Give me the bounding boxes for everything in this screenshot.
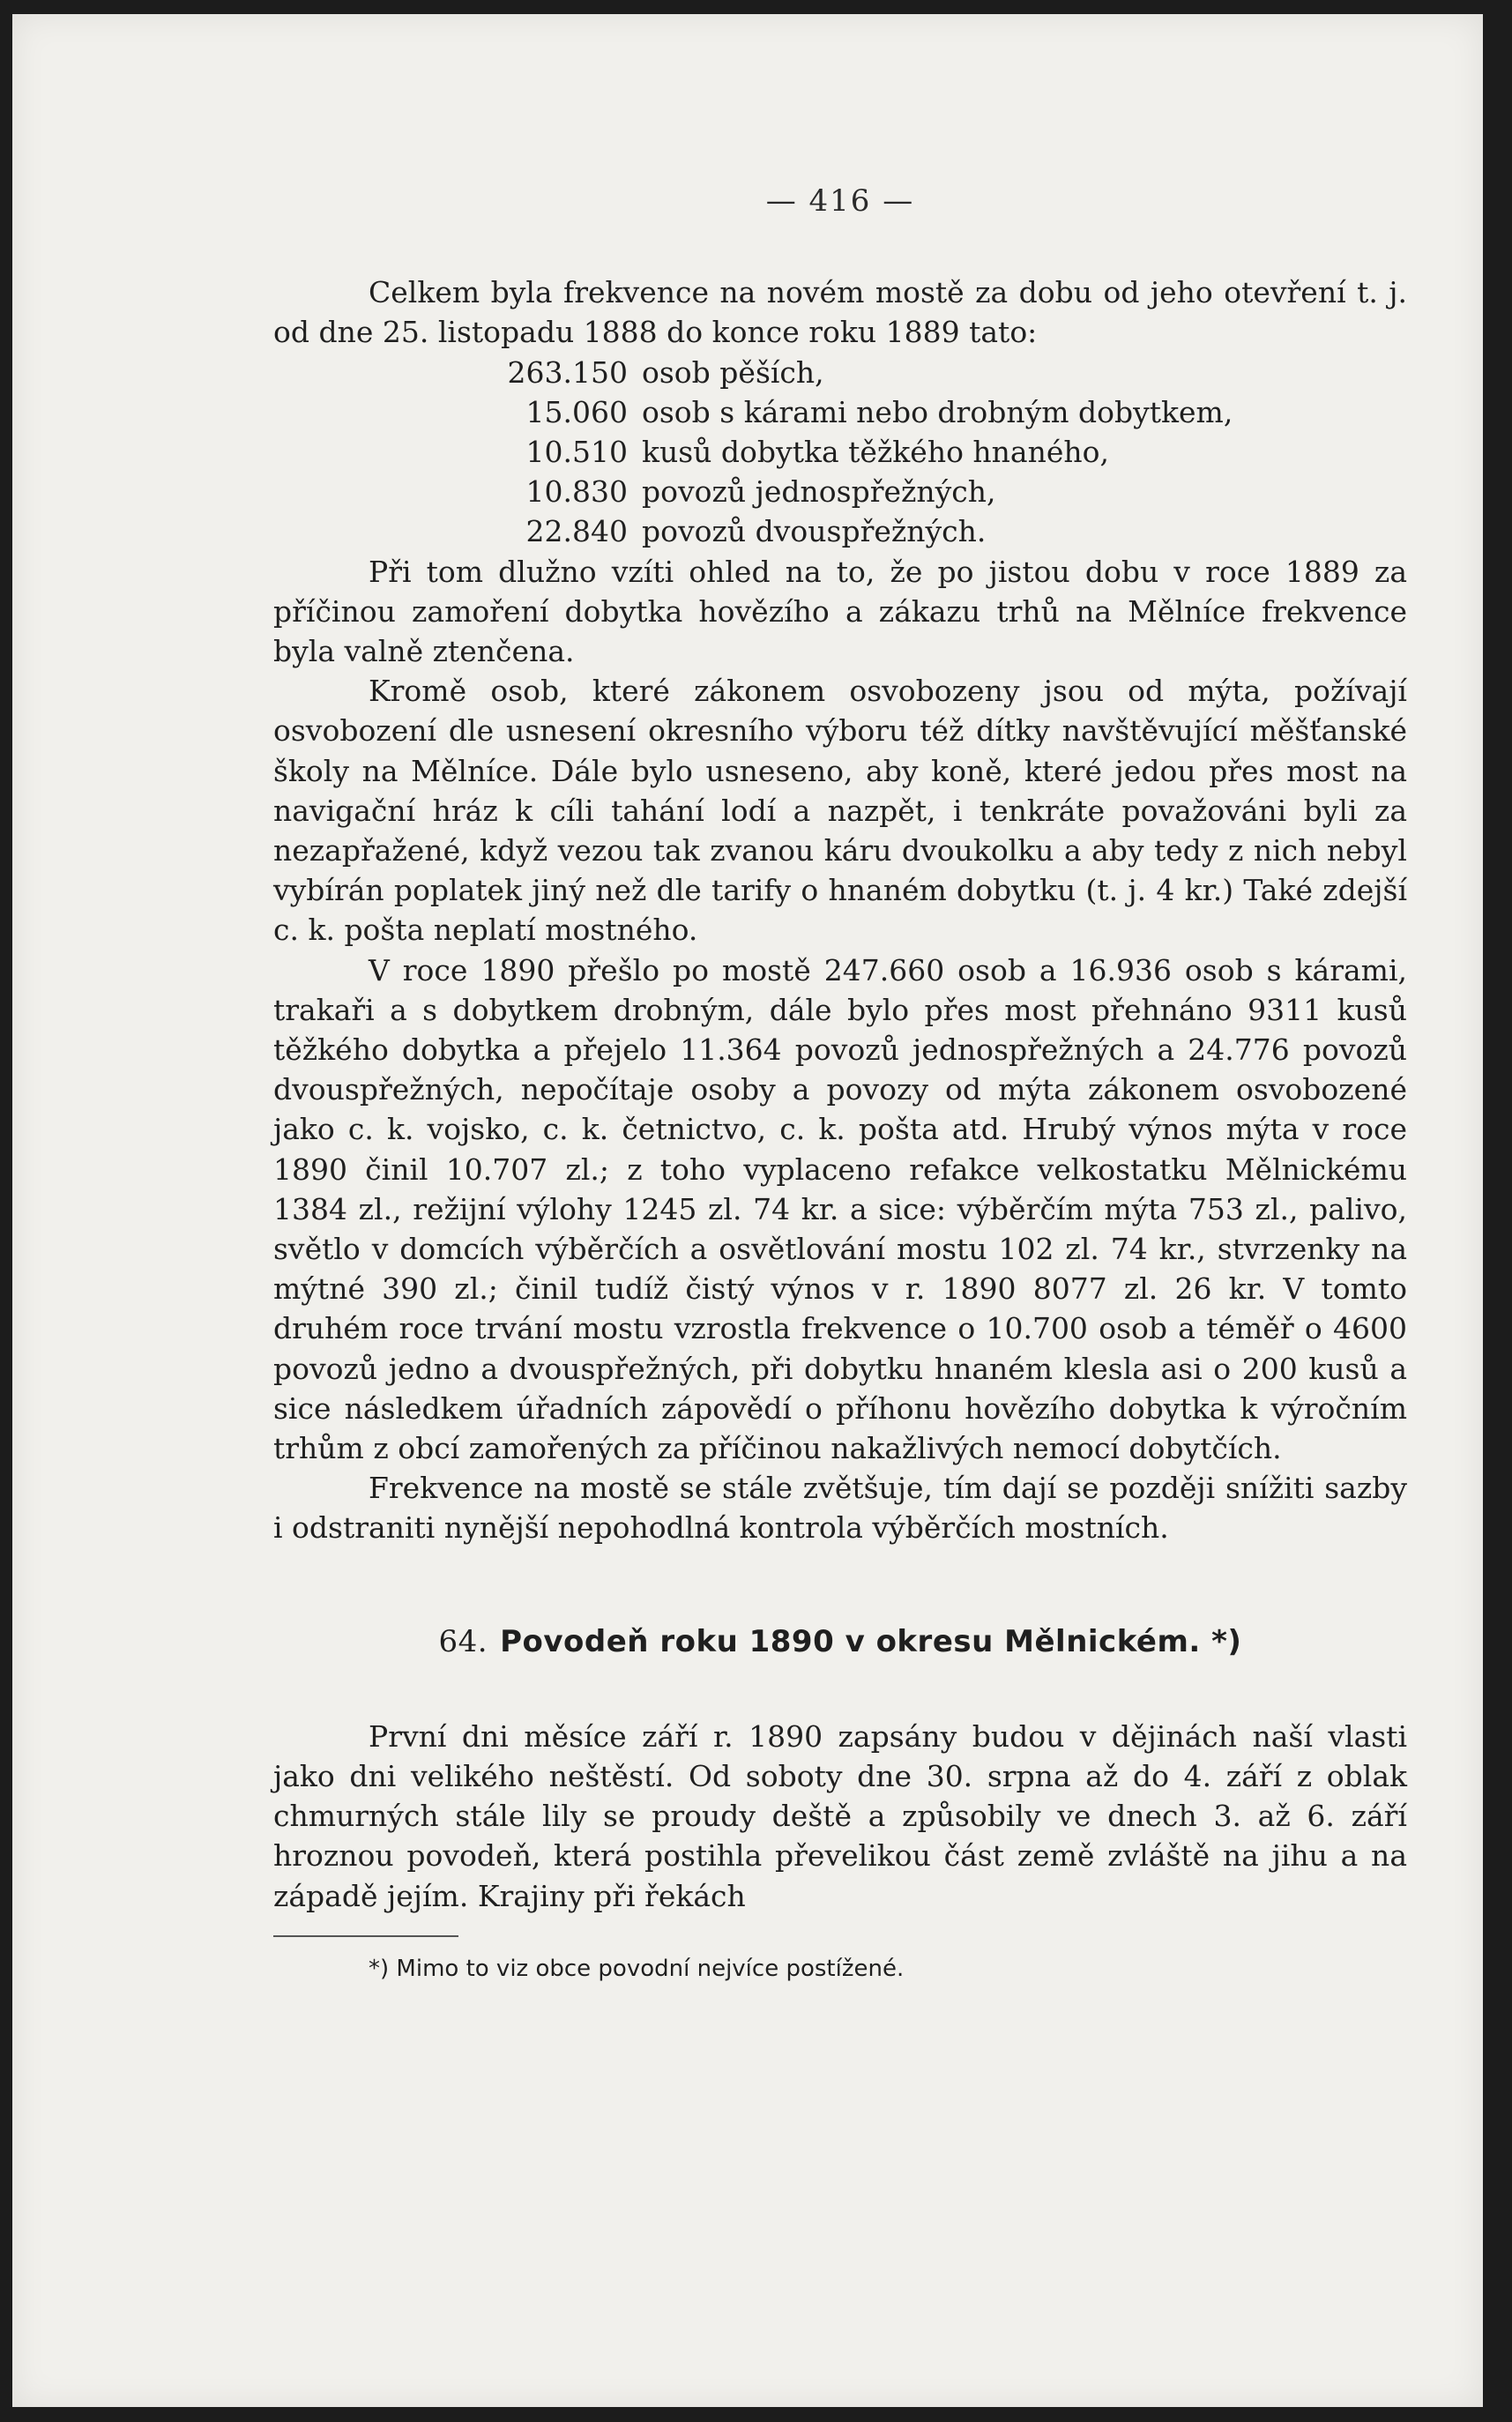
paragraph-exemptions: Kromě osob, které zákonem osvobozeny jsou od mýta, požívají osvobození dle usnesení okresního výboru též dítky navštěvující měšťanské školy na Mělníce. Dále bylo usneseno, aby koně, které jedou přes most na navigační hráz k cíli tahání lodí a nazpět, i tenkráte považováni byli za nezapřažené, když vezou tak zvanou káru dvoukolku a aby tedy z nich nebyl vybírán poplatek jiný než dle tarify o hnaném dobytku (t. j. 4 kr.) Také zdejší c. k. pošta neplatí mostného. <box>273 674 1407 948</box>
page-number: — 416 — <box>765 183 915 219</box>
section-number: 64. <box>438 1623 488 1659</box>
list-item <box>469 392 1407 432</box>
list-item <box>469 432 1407 472</box>
paragraph-frequency: Frekvence na mostě se stále zvětšuje, tím dají se později snížiti sazby i odstraniti nynější nepohodlná kontrola výběrčích mostních. <box>273 1471 1407 1546</box>
count-number: 15.060 <box>525 394 628 429</box>
section-paragraph: První dni měsíce září r. 1890 zapsány budou v dějinách naší vlasti jako dni velikého neštěstí. Od soboty dne 30. srpna až do 4. září z oblak chmurných stále lily se proudy deště a způsobily ve dnech 3. až 6. září hroznou povodeň, která postihla převelikou část země zvláště na jihu a na západě jejím. Krajiny při řekách <box>273 1718 1407 1913</box>
list-item <box>469 472 1407 511</box>
count-number: 22.840 <box>525 514 628 549</box>
traffic-count-list <box>469 353 1407 552</box>
page-content <box>273 182 1407 1985</box>
count-description: povozů dvouspřežných. <box>642 514 987 549</box>
paragraph-epidemic: Při tom dlužno vzíti ohled na to, že po jistou dobu v roce 1889 za příčinou zamoření dobytka hovězího a zákazu trhů na Mělníce frekvence byla valně ztenčena. <box>273 554 1407 668</box>
count-number: 10.510 <box>525 434 628 469</box>
count-description: osob pěších, <box>642 354 824 390</box>
paragraph-1890-traffic: V roce 1890 přešlo po mostě 247.660 osob a 16.936 osob s kárami, trakaři a s dobytkem drobným, dále bylo přes most přehnáno 9311 kusů těžkého dobytka a přejelo 11.364 povozů jednospřežných a 24.776 povozů dvouspřežných, nepočítaje osoby a povozy od mýta zákonem osvobozené jako c. k. vojsko, c. k. četnictvo, c. k. pošta atd. Hrubý výnos mýta v roce 1890 činil 10.707 zl.; z toho vyplaceno refakce velkostatku Mělnickému 1384 zl., režijní výlohy 1245 zl. 74 kr. a sice: výběrčím mýta 753 zl., palivo, světlo v domcích výběrčích a osvětlování mostu 102 zl. 74 kr., stvrzenky na mýtné 390 zl.; činil tudíž čistý výnos v r. 1890 8077 zl. 26 kr. V tomto druhém roce trvání mostu vzrostla frekvence o 10.700 osob a téměř o 4600 povozů jedno a dvouspřežných, při dobytku hnaném klesla asi o 200 kusů a sice následkem úřadních zápovědí o příhonu hovězího dobytka k výročním trhům z obcí zamořených za příčinou nakažlivých nemocí dobytčích. <box>273 952 1407 1466</box>
section-heading <box>273 1622 1407 1662</box>
count-description: povozů jednospřežných, <box>642 474 996 510</box>
footnote-divider <box>273 1935 458 1937</box>
count-number: 10.830 <box>525 474 628 510</box>
count-description: kusů dobytka těžkého hnaného, <box>642 434 1109 469</box>
book-page <box>12 14 1483 2407</box>
list-item <box>469 511 1407 551</box>
section-title: Povodeň roku 1890 v okresu Mělnickém. *) <box>500 1623 1242 1659</box>
list-item <box>469 353 1407 392</box>
footnote: *) Mimo to viz obce povodní nejvíce postížené. <box>369 1955 905 1982</box>
count-description: osob s kárami nebo drobným dobytkem, <box>642 394 1233 429</box>
intro-paragraph: Celkem byla frekvence na novém mostě za dobu od jeho otevření t. j. od dne 25. listopadu 1888 do konce roku 1889 tato: <box>273 275 1407 350</box>
count-number: 263.150 <box>507 354 628 390</box>
